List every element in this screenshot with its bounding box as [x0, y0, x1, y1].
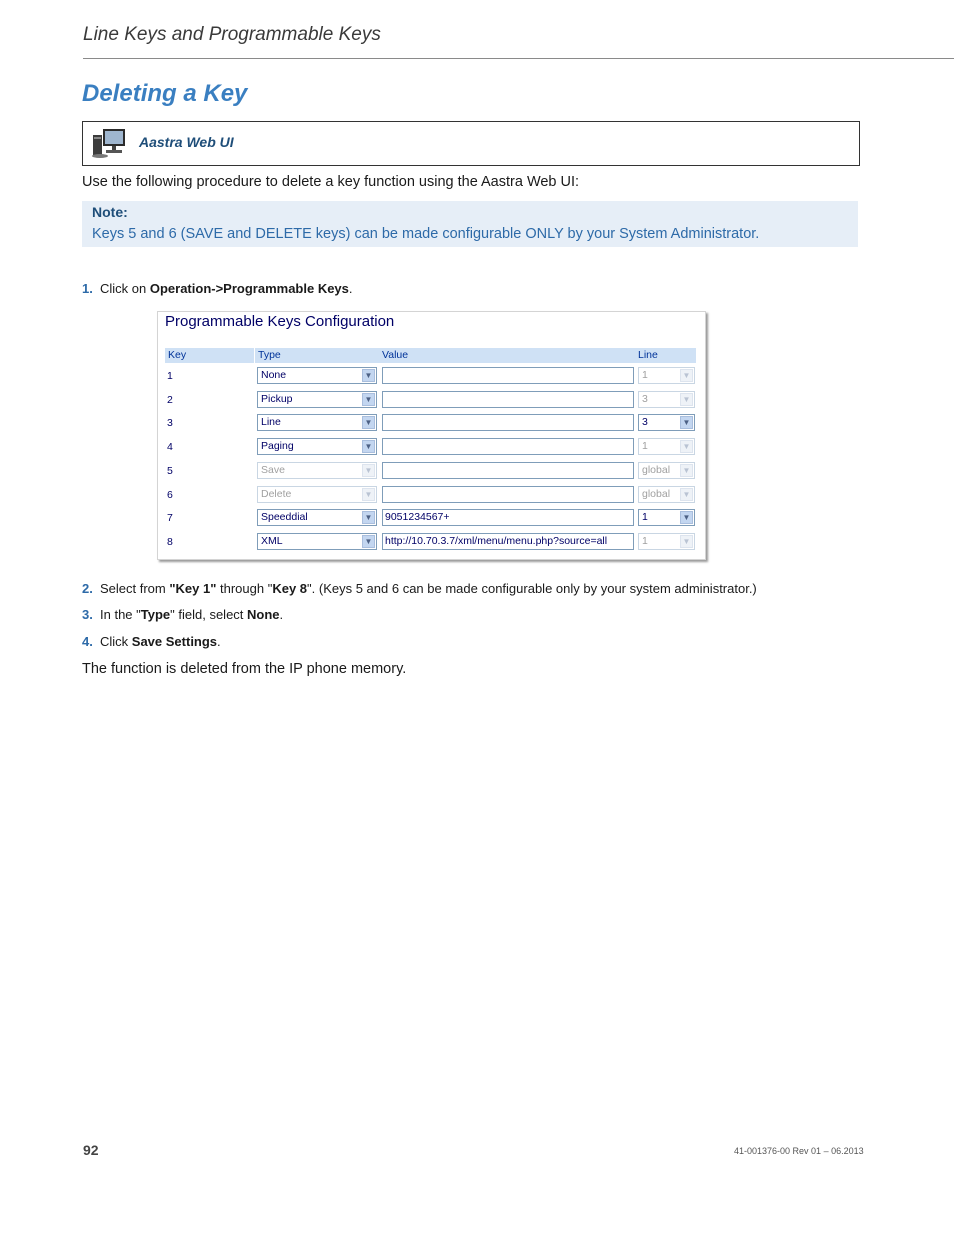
chevron-down-icon: ▼ [680, 369, 693, 382]
key-number: 8 [167, 535, 173, 548]
value-input[interactable]: 9051234567+ [382, 509, 634, 526]
line-select [638, 438, 695, 455]
select-value: 1 [642, 440, 648, 453]
step-text: Select from [100, 581, 170, 596]
chevron-down-icon: ▼ [362, 393, 375, 406]
type-select[interactable] [257, 533, 377, 550]
type-select[interactable] [257, 391, 377, 408]
step-text: " field, select [170, 607, 248, 622]
key-number: 6 [167, 488, 173, 501]
key-config-row [158, 461, 705, 483]
column-header-line: Line [635, 348, 696, 363]
key-config-row [158, 485, 705, 507]
line-select [638, 486, 695, 503]
select-value: global [642, 487, 671, 500]
select-value: 1 [642, 511, 648, 524]
key-config-row [158, 366, 705, 388]
value-input[interactable] [382, 438, 634, 455]
chevron-down-icon: ▼ [680, 511, 693, 524]
select-value: Save [261, 463, 285, 476]
type-select[interactable] [257, 509, 377, 526]
chevron-down-icon: ▼ [362, 464, 375, 477]
line-select[interactable] [638, 509, 695, 526]
select-value: Paging [261, 440, 294, 453]
key-number: 7 [167, 512, 173, 525]
programmable-keys-screenshot [157, 311, 706, 560]
select-value: 3 [642, 416, 648, 429]
column-header-type: Type [255, 348, 379, 363]
step-number: 2. [82, 581, 93, 596]
key-number: 3 [167, 417, 173, 430]
key-number: 1 [167, 370, 173, 382]
value-input[interactable] [382, 367, 634, 384]
step-text: In the " [100, 607, 141, 622]
step-text: ". (Keys 5 and 6 can be made configurable only by your system administrator.) [307, 581, 757, 596]
step-text: Click [100, 634, 132, 649]
type-select [257, 462, 377, 479]
chevron-down-icon: ▼ [362, 488, 375, 501]
step-2 [82, 581, 757, 596]
step-emphasis: Save Settings [131, 634, 218, 649]
chevron-down-icon: ▼ [680, 440, 693, 453]
select-value: Speeddial [261, 511, 308, 524]
chevron-down-icon: ▼ [680, 416, 693, 429]
line-select [638, 367, 695, 384]
step-text: . [348, 281, 353, 296]
note-box [82, 201, 858, 247]
key-config-row [158, 532, 705, 554]
chevron-down-icon: ▼ [680, 488, 693, 501]
key-config-row [158, 413, 705, 435]
document-id: 41-001376-00 Rev 01 – 06.2013 [734, 1146, 864, 1156]
chevron-down-icon: ▼ [362, 511, 375, 524]
type-select [257, 486, 377, 503]
type-select[interactable] [257, 414, 377, 431]
key-number: 5 [167, 464, 173, 477]
chevron-down-icon: ▼ [680, 464, 693, 477]
chevron-down-icon: ▼ [362, 535, 375, 548]
intro-text: Use the following procedure to delete a key function using the Aastra Web UI: [82, 174, 580, 190]
step-number: 3. [82, 607, 93, 622]
type-select[interactable] [257, 438, 377, 455]
step-emphasis: Key 8 [272, 581, 308, 596]
step-emphasis: Operation->Programmable Keys [149, 281, 349, 296]
value-input[interactable] [382, 462, 634, 479]
ui-box-label: Aastra Web UI [139, 134, 234, 150]
aastra-web-ui-banner [82, 121, 860, 166]
column-header-key: Key [165, 348, 254, 363]
step-text: Click on [100, 281, 150, 296]
line-select[interactable] [638, 414, 695, 431]
step-number: 4. [82, 634, 93, 649]
note-text: Keys 5 and 6 (SAVE and DELETE keys) can be made configurable ONLY by your System Administrator. [92, 226, 760, 242]
select-value: 3 [642, 392, 648, 405]
running-header: Line Keys and Programmable Keys [83, 24, 381, 45]
line-select [638, 462, 695, 479]
key-config-row [158, 508, 705, 530]
step-emphasis: None [247, 607, 280, 622]
select-value: Delete [261, 487, 292, 500]
select-value: 1 [642, 369, 648, 381]
step-text: . [217, 634, 221, 649]
step-emphasis: "Key 1" [169, 581, 217, 596]
select-value: 1 [642, 534, 648, 547]
select-value: XML [261, 534, 283, 547]
step-emphasis: Type [140, 607, 171, 622]
key-config-row [158, 390, 705, 412]
key-config-row [158, 437, 705, 459]
step-3 [82, 607, 283, 622]
chevron-down-icon: ▼ [680, 535, 693, 548]
header-rule [83, 58, 954, 59]
value-input[interactable] [382, 486, 634, 503]
step-text: . [279, 607, 284, 622]
key-number: 2 [167, 393, 173, 406]
step-4 [82, 634, 221, 649]
screenshot-title: Programmable Keys Configuration [165, 313, 395, 330]
step-text: through " [216, 581, 273, 596]
select-value: None [261, 369, 287, 381]
chevron-down-icon: ▼ [362, 416, 375, 429]
value-input[interactable] [382, 391, 634, 408]
section-title: Deleting a Key [82, 80, 248, 107]
page-number: 92 [83, 1142, 99, 1158]
key-number: 4 [167, 441, 173, 454]
select-value: global [642, 463, 671, 476]
value-input[interactable]: http://10.70.3.7/xml/menu/menu.php?source=all [382, 533, 634, 550]
line-select [638, 391, 695, 408]
chevron-down-icon: ▼ [362, 369, 375, 382]
closing-text: The function is deleted from the IP phone memory. [82, 661, 407, 677]
type-select[interactable] [257, 367, 377, 384]
column-header-value: Value [379, 348, 636, 363]
chevron-down-icon: ▼ [362, 440, 375, 453]
note-title: Note: [92, 204, 128, 220]
step-number: 1. [82, 281, 93, 296]
select-value: Pickup [261, 392, 293, 405]
value-input[interactable] [382, 414, 634, 431]
select-value: Line [261, 416, 281, 429]
computer-monitor-icon [91, 127, 127, 159]
chevron-down-icon: ▼ [680, 393, 693, 406]
line-select [638, 533, 695, 550]
step-1 [82, 281, 353, 296]
